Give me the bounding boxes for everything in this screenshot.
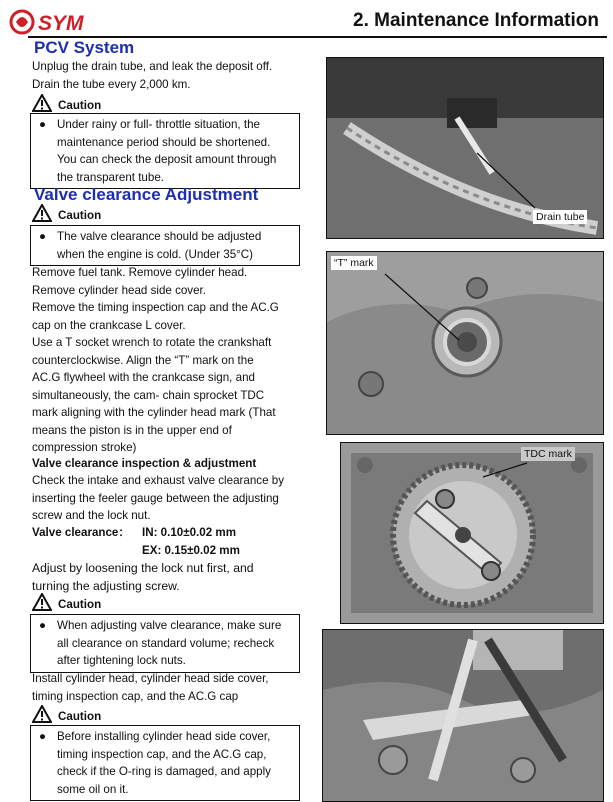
pcv-caution-box: [30, 113, 300, 189]
caution-text-line: maintenance period should be shortened.: [57, 135, 271, 149]
caution-text-line: You can check the deposit amount through: [57, 153, 277, 167]
valve-caution-box: [30, 225, 300, 266]
warning-icon: [32, 593, 52, 611]
valve-heading: Valve clearance Adjustment: [34, 185, 259, 204]
adjust-caution-header: [32, 592, 101, 611]
procedure-line: AC.G flywheel with the crankcase sign, and: [32, 371, 255, 384]
procedure-line: simultaneously, the cam- chain sprocket TDC: [32, 388, 265, 402]
t-mark-callout: “T” mark: [331, 256, 377, 270]
caution-text-line: after tightening lock nuts.: [57, 654, 186, 668]
sym-logo: [8, 6, 118, 38]
tdc-mark-callout: TDC mark: [521, 447, 575, 461]
procedure-line: Use a T socket wrench to rotate the crankshaft: [32, 336, 272, 349]
procedure-line: Remove cylinder head side cover.: [32, 283, 206, 297]
procedure-line: cap on the crankcase L cover.: [32, 318, 186, 332]
caution-text-line: When adjusting valve clearance, make sure: [57, 619, 282, 632]
caution-label: Caution: [58, 99, 102, 112]
procedure-line: Remove fuel tank. Remove cylinder head.: [32, 266, 248, 279]
adjust-caution-box: [30, 614, 300, 673]
tdc-mark-photo: [340, 442, 604, 624]
valve-caution-header: [32, 203, 101, 222]
caution-text-line: timing inspection cap, and the AC.G cap,: [57, 747, 267, 761]
caution-text-line: the transparent tube.: [57, 170, 164, 184]
pcv-caution-header: [32, 93, 101, 112]
install-caution-box: [30, 725, 300, 801]
clearance-label: Valve clearance：: [32, 526, 130, 539]
caution-text-line: some oil on it.: [57, 782, 129, 796]
inspection-line: inserting the feeler gauge between the adjusting: [32, 491, 279, 505]
install-line: Install cylinder head, cylinder head side cover,: [32, 672, 269, 685]
procedure-line: means the piston is in the upper end of: [32, 423, 232, 437]
inspection-subheading: Valve clearance inspection & adjustment: [32, 457, 257, 470]
install-caution-header: [32, 704, 101, 723]
caution-label: Caution: [58, 598, 102, 611]
caution-text-line: Under rainy or full- throttle situation, the: [57, 118, 260, 131]
clearance-in-value: IN: 0.10±0.02 mm: [142, 526, 237, 539]
warning-icon: [32, 204, 52, 222]
drain-tube-photo: [326, 57, 604, 239]
bullet: ●: [39, 619, 47, 632]
valve-adjustment-photo: [322, 629, 604, 802]
pcv-line-1: Unplug the drain tube, and leak the deposit off.: [32, 60, 273, 73]
procedure-line: counterclockwise. Align the “T” mark on the: [32, 353, 254, 367]
logo-text: SYM: [38, 12, 84, 35]
caution-label: Caution: [58, 209, 102, 222]
procedure-line: Remove the timing inspection cap and the AC.G: [32, 301, 279, 314]
caution-text-line: Before installing cylinder head side cover,: [57, 730, 271, 743]
inspection-line: Check the intake and exhaust valve clearance by: [32, 474, 284, 487]
caution-label: Caution: [58, 710, 102, 723]
inspection-line: screw and the lock nut.: [32, 509, 151, 522]
install-line: timing inspection cap, and the AC.G cap: [32, 689, 239, 703]
adjust-line: turning the adjusting screw.: [32, 578, 180, 593]
bullet: ●: [39, 118, 47, 131]
procedure-line: compression stroke): [32, 441, 137, 454]
page-title: 2. Maintenance Information: [353, 10, 599, 31]
caution-text-line: The valve clearance should be adjusted: [57, 230, 262, 243]
caution-text-line: check if the O-ring is damaged, and apply: [57, 765, 271, 779]
caution-text-line: when the engine is cold. (Under 35°C): [57, 247, 254, 261]
bullet: ●: [39, 730, 47, 743]
pcv-heading: PCV System: [34, 38, 135, 57]
pcv-line-2: Drain the tube every 2,000 km.: [32, 78, 191, 91]
procedure-line: mark aligning with the cylinder head mark (That: [32, 406, 276, 419]
t-mark-photo: [326, 251, 604, 435]
drain-tube-callout: Drain tube: [533, 210, 587, 224]
warning-icon: [32, 94, 52, 112]
adjust-line: Adjust by loosening the lock nut first, and: [32, 561, 254, 575]
bullet: ●: [39, 230, 47, 243]
warning-icon: [32, 705, 52, 723]
caution-text-line: all clearance on standard volume; recheck: [57, 636, 275, 650]
clearance-ex-value: EX: 0.15±0.02 mm: [142, 544, 240, 557]
